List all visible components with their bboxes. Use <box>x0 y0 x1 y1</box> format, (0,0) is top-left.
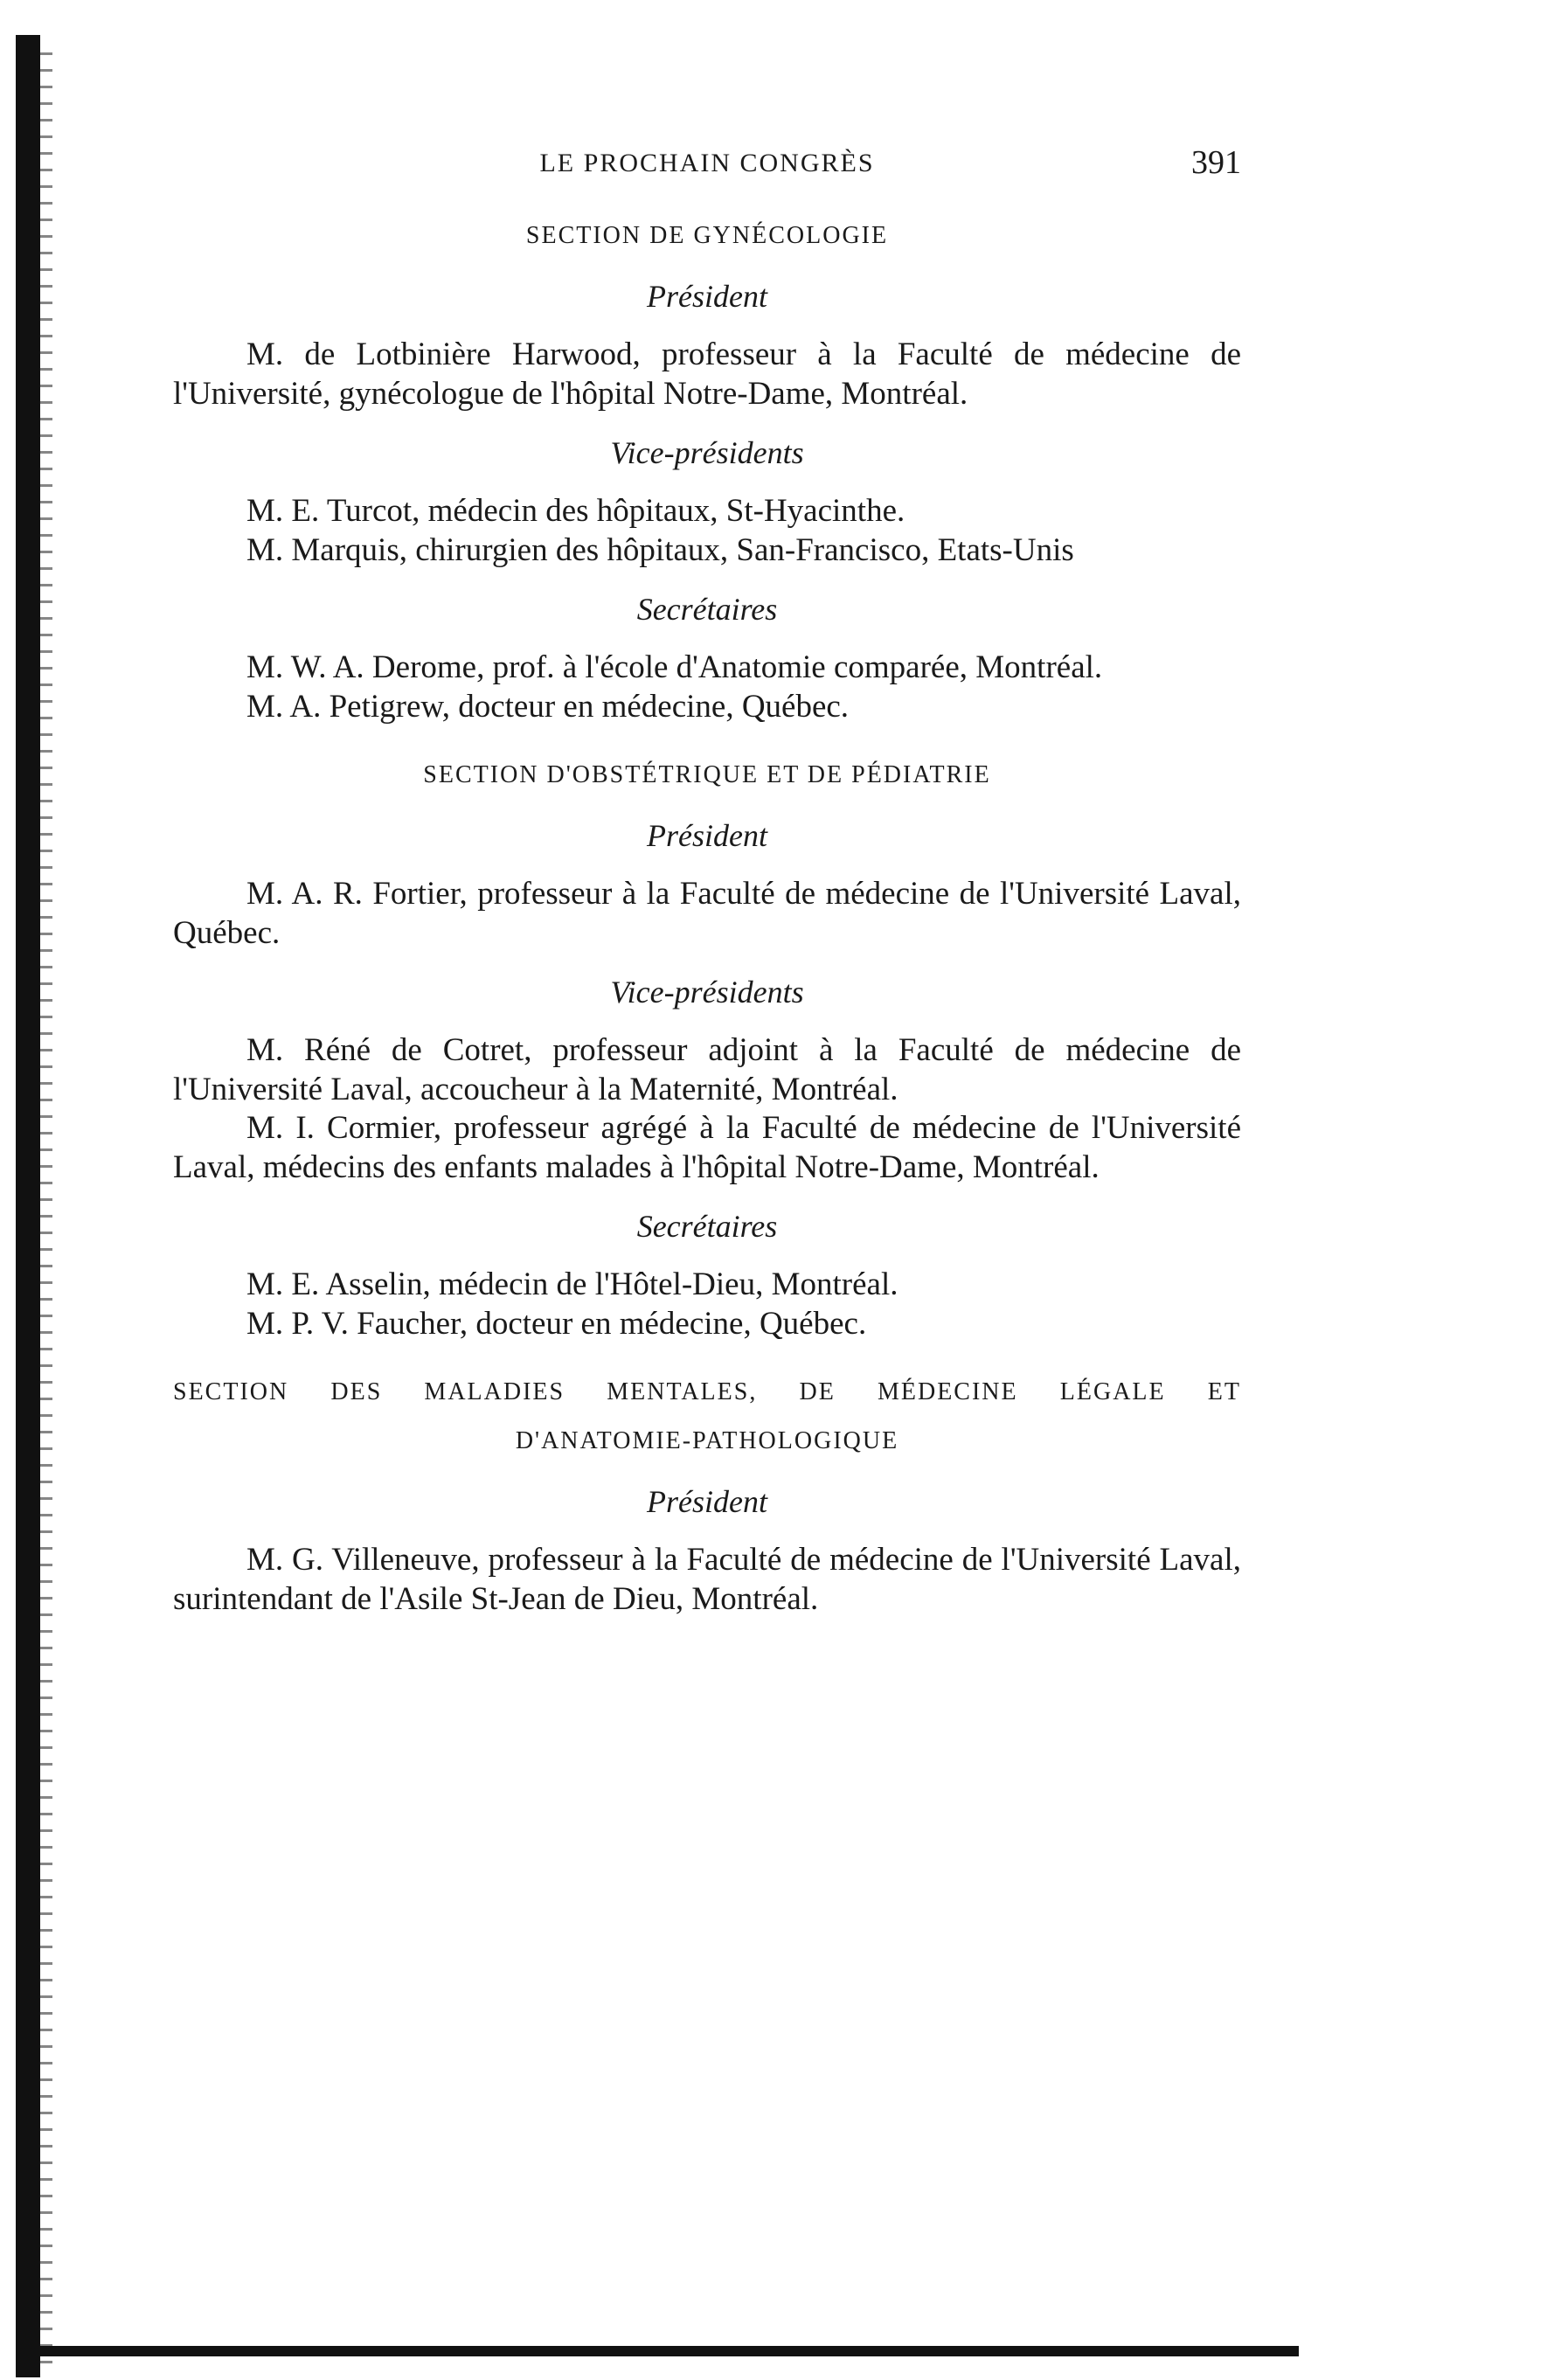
member-entry: M. A. Petigrew, docteur en médecine, Québec. <box>246 688 850 725</box>
member-entry: M. E. Asselin, médecin de l'Hôtel-Dieu, Montréal. <box>246 1266 898 1302</box>
section-heading: SECTION DE GYNÉCOLOGIE <box>525 222 889 249</box>
section-heading: SECTION DES MALADIES MENTALES, DE MÉDECINE LÉGALE ET <box>173 1378 1241 1405</box>
section-gynecologie <box>173 222 1241 726</box>
role-heading: Président <box>647 818 767 853</box>
section-heading-continued: D'ANATOMIE-PATHOLOGIQUE <box>515 1427 899 1454</box>
member-entry: M. de Lotbinière Harwood, professeur à la Faculté de médecine de l'Université, gynécologue de l'hôpital Notre-Dame, Montréal. <box>173 337 1241 412</box>
member-entry: M. Réné de Cotret, professeur adjoint à la Faculté de médecine de l'Université Laval, accoucheur à la Maternité, Montréal. <box>173 1032 1241 1107</box>
role-heading: Vice-présidents <box>610 435 804 470</box>
member-entry: M. G. Villeneuve, professeur à la Faculté de médecine de l'Université Laval, surintendant de l'Asile St-Jean de Dieu, Montréal. <box>173 1542 1241 1617</box>
member-entry: M. Marquis, chirurgien des hôpitaux, San-Francisco, Etats-Unis <box>246 531 1074 568</box>
page-number: 391 <box>1191 144 1241 181</box>
role-heading: Secrétaires <box>636 1209 778 1244</box>
section-maladies-mentales <box>173 1378 1241 1619</box>
book-spine-shadow <box>16 35 40 2377</box>
scan-edge-artifact <box>40 52 52 2377</box>
role-heading: Secrétaires <box>636 592 778 627</box>
role-heading: Président <box>647 1484 767 1519</box>
member-entry: M. I. Cormier, professeur agrégé à la Faculté de médecine de l'Université Laval, médecins des enfants malades à l'hôpital Notre-Dame, Montréal. <box>173 1110 1241 1185</box>
member-entry: M. A. R. Fortier, professeur à la Faculté de médecine de l'Université Laval, Québec. <box>173 876 1241 951</box>
section-heading: SECTION D'OBSTÉTRIQUE ET DE PÉDIATRIE <box>423 761 991 788</box>
member-entry: M. E. Turcot, médecin des hôpitaux, St-Hyacinthe. <box>246 493 905 529</box>
running-head-title: LE PROCHAIN CONGRÈS <box>539 149 875 177</box>
bottom-edge-shadow <box>40 2346 1299 2356</box>
section-obstetrique <box>173 761 1241 1343</box>
member-entry: M. P. V. Faucher, docteur en médecine, Québec. <box>246 1305 867 1342</box>
running-head <box>173 144 1241 201</box>
member-entry: M. W. A. Derome, prof. à l'école d'Anatomie comparée, Montréal. <box>246 649 1103 685</box>
book-page <box>173 144 1241 1619</box>
role-heading: Vice-présidents <box>610 975 804 1010</box>
role-heading: Président <box>647 279 767 314</box>
